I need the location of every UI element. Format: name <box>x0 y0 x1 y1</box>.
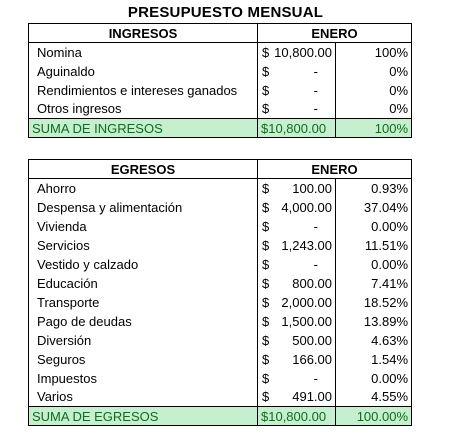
currency-symbol: $ <box>262 101 270 117</box>
ingresos-month-header[interactable]: ENERO <box>258 24 412 43</box>
total-row <box>29 407 412 426</box>
row-amount-cell[interactable] <box>258 293 336 312</box>
row-percent-cell[interactable]: 1.54% <box>336 350 412 369</box>
amount-value: 4,000.00 <box>281 199 332 215</box>
row-percent-cell[interactable]: 7.41% <box>336 274 412 293</box>
table-row <box>29 62 412 81</box>
egresos-header-row <box>29 160 412 179</box>
amount-value: - <box>313 63 318 79</box>
amount-value: - <box>313 370 318 386</box>
row-percent-cell[interactable]: 0.00% <box>336 369 412 388</box>
amount-value: - <box>313 218 318 234</box>
table-row <box>29 312 412 331</box>
row-amount-cell[interactable] <box>258 350 336 369</box>
row-amount-cell[interactable] <box>258 369 336 388</box>
row-percent-cell[interactable]: 0.00% <box>336 217 412 236</box>
table-row <box>29 43 412 62</box>
amount-value: 10,800.00 <box>274 44 332 60</box>
ingresos-table <box>28 23 412 138</box>
row-label-cell[interactable]: Ahorro <box>29 179 258 198</box>
total-percent-cell[interactable]: 100.00% <box>336 407 412 426</box>
currency-symbol: $ <box>262 370 270 386</box>
table-row <box>29 255 412 274</box>
page-title: PRESUPUESTO MENSUAL <box>127 4 324 21</box>
total-amount-cell[interactable]: $10,800.00 <box>258 119 336 138</box>
row-label-cell[interactable]: Vestido y calzado <box>29 255 258 274</box>
row-amount-cell[interactable] <box>258 43 336 62</box>
currency-symbol: $ <box>262 218 270 234</box>
row-percent-cell[interactable]: 37.04% <box>336 198 412 217</box>
currency-symbol: $ <box>262 332 270 348</box>
amount-value: - <box>313 101 318 117</box>
egresos-month-header[interactable]: ENERO <box>258 160 412 179</box>
ingresos-header[interactable]: INGRESOS <box>29 24 258 43</box>
amount-value: 491.00 <box>292 389 332 405</box>
amount-value: - <box>313 82 318 98</box>
row-label-cell[interactable]: Educación <box>29 274 258 293</box>
row-amount-cell[interactable] <box>258 217 336 236</box>
row-label-cell[interactable]: Seguros <box>29 350 258 369</box>
row-percent-cell[interactable]: 0.00% <box>336 255 412 274</box>
total-row <box>29 119 412 138</box>
row-label-cell[interactable]: Transporte <box>29 293 258 312</box>
currency-symbol: $ <box>262 44 270 60</box>
total-label-cell[interactable]: SUMA DE INGRESOS <box>29 119 258 138</box>
currency-symbol: $ <box>262 389 270 405</box>
row-amount-cell[interactable] <box>258 331 336 350</box>
table-row <box>29 236 412 255</box>
row-label-cell[interactable]: Nomina <box>29 43 258 62</box>
amount-value: 2,000.00 <box>281 294 332 310</box>
row-label-cell[interactable]: Aguinaldo <box>29 62 258 81</box>
amount-value: - <box>313 256 318 272</box>
row-amount-cell[interactable] <box>258 312 336 331</box>
currency-symbol: $ <box>262 82 270 98</box>
ingresos-header-row <box>29 24 412 43</box>
table-row <box>29 81 412 100</box>
row-percent-cell[interactable]: 11.51% <box>336 236 412 255</box>
total-amount-cell[interactable]: $10,800.00 <box>258 407 336 426</box>
amount-value: 500.00 <box>292 332 332 348</box>
table-row <box>29 369 412 388</box>
currency-symbol: $ <box>262 313 270 329</box>
table-row <box>29 217 412 236</box>
row-label-cell[interactable]: Vivienda <box>29 217 258 236</box>
table-row <box>29 198 412 217</box>
amount-value: 1,500.00 <box>281 313 332 329</box>
egresos-table <box>28 159 412 426</box>
row-amount-cell[interactable] <box>258 388 336 407</box>
row-amount-cell[interactable] <box>258 198 336 217</box>
row-label-cell[interactable]: Pago de deudas <box>29 312 258 331</box>
total-label-cell[interactable]: SUMA DE EGRESOS <box>29 407 258 426</box>
currency-symbol: $ <box>262 180 270 196</box>
table-row <box>29 100 412 119</box>
currency-symbol: $ <box>262 351 270 367</box>
row-amount-cell[interactable] <box>258 274 336 293</box>
row-percent-cell[interactable]: 4.55% <box>336 388 412 407</box>
currency-symbol: $ <box>262 199 270 215</box>
row-label-cell[interactable]: Impuestos <box>29 369 258 388</box>
row-label-cell[interactable]: Servicios <box>29 236 258 255</box>
row-label-cell[interactable]: Rendimientos e intereses ganados <box>29 81 258 100</box>
row-label-cell[interactable]: Varios <box>29 388 258 407</box>
currency-symbol: $ <box>262 275 270 291</box>
row-percent-cell[interactable]: 0.93% <box>336 179 412 198</box>
amount-value: 1,243.00 <box>281 237 332 253</box>
row-percent-cell[interactable]: 18.52% <box>336 293 412 312</box>
table-row <box>29 179 412 198</box>
amount-value: 800.00 <box>292 275 332 291</box>
row-percent-cell[interactable]: 0% <box>336 100 412 119</box>
row-amount-cell[interactable] <box>258 62 336 81</box>
egresos-body <box>29 179 412 426</box>
row-label-cell[interactable]: Despensa y alimentación <box>29 198 258 217</box>
amount-value: 166.00 <box>292 351 332 367</box>
currency-symbol: $ <box>262 256 270 272</box>
total-percent-cell[interactable]: 100% <box>336 119 412 138</box>
ingresos-body <box>29 43 412 138</box>
row-label-cell[interactable]: Otros ingresos <box>29 100 258 119</box>
row-amount-cell[interactable] <box>258 81 336 100</box>
table-row <box>29 293 412 312</box>
row-percent-cell[interactable]: 0% <box>336 81 412 100</box>
row-amount-cell[interactable] <box>258 255 336 274</box>
table-row <box>29 274 412 293</box>
currency-symbol: $ <box>262 237 270 253</box>
currency-symbol: $ <box>262 294 270 310</box>
row-amount-cell[interactable] <box>258 100 336 119</box>
amount-value: 100.00 <box>292 180 332 196</box>
row-percent-cell[interactable]: 0% <box>336 62 412 81</box>
row-amount-cell[interactable] <box>258 236 336 255</box>
table-row <box>29 388 412 407</box>
table-row <box>29 350 412 369</box>
row-percent-cell[interactable]: 13.89% <box>336 312 412 331</box>
egresos-header[interactable]: EGRESOS <box>29 160 258 179</box>
row-percent-cell[interactable]: 100% <box>336 43 412 62</box>
row-amount-cell[interactable] <box>258 179 336 198</box>
table-row <box>29 331 412 350</box>
row-percent-cell[interactable]: 4.63% <box>336 331 412 350</box>
row-label-cell[interactable]: Diversión <box>29 331 258 350</box>
currency-symbol: $ <box>262 63 270 79</box>
